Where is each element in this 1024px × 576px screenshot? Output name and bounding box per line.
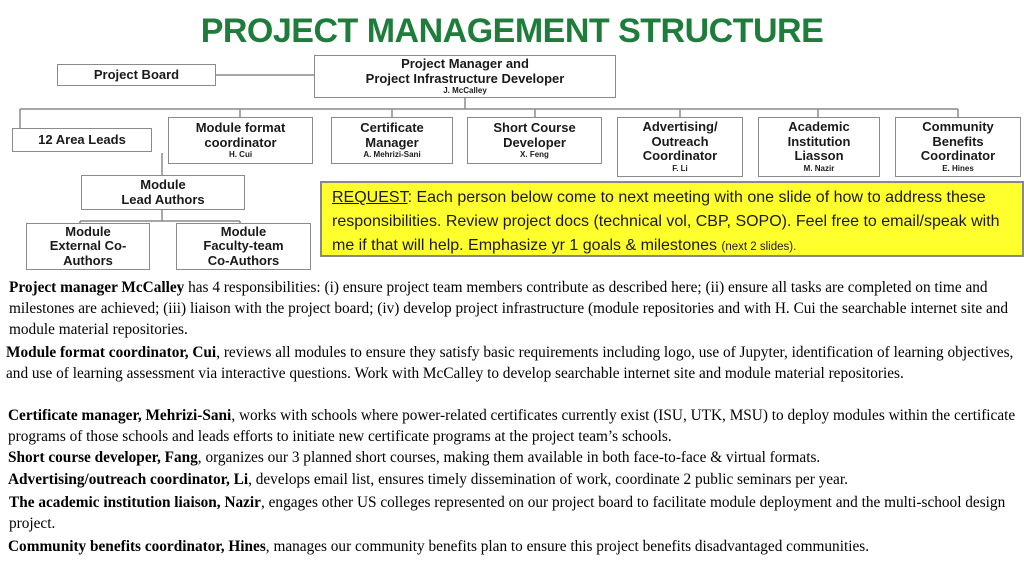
paragraph-short-course: Short course developer, Fang, organizes our 3 planned short courses, making them available in both face-to-face & virtual formats. bbox=[8, 449, 821, 466]
area-leads-box: 12 Area Leads bbox=[12, 128, 152, 152]
paragraph-certificate: Certificate manager, Mehrizi-Sani, works with schools where power-related certificates currently exist (ISU, UTK, MSU) to deploy modules within the certificate programs of those schools and leads efforts to initiate new certificate programs at the project team’s schools. bbox=[8, 407, 1016, 445]
paragraph-community: Community benefits coordinator, Hines, manages our community benefits plan to ensure this project benefits disadvantaged communities. bbox=[8, 538, 870, 555]
project-board-box: Project Board bbox=[57, 64, 216, 86]
request-callout bbox=[320, 181, 1024, 257]
faculty-coauthors-box: Module Faculty-team Co-Authors bbox=[176, 223, 311, 270]
module-format-box: Module format coordinator H. Cui bbox=[168, 117, 313, 164]
external-coauthors-box: Module External Co- Authors bbox=[26, 223, 150, 270]
module-lead-authors-box: Module Lead Authors bbox=[81, 175, 245, 210]
certificate-manager-box: Certificate Manager A. Mehrizi-Sani bbox=[331, 117, 453, 164]
short-course-box: Short Course Developer X. Feng bbox=[467, 117, 602, 164]
academic-liaison-box: Academic Institution Liasson M. Nazir bbox=[758, 117, 880, 177]
request-note: (next 2 slides). bbox=[721, 241, 797, 253]
paragraph-academic: The academic institution liaison, Nazir, engages other US colleges represented on our project board to facilitate module deployment and the multi-school design project. bbox=[9, 494, 1006, 532]
paragraph-advertising: Advertising/outreach coordinator, Li, develops email list, ensures timely dissemination of work, coordinate 2 public seminars per year. bbox=[8, 471, 848, 488]
project-manager-box: Project Manager and Project Infrastructure Developer J. McCalley bbox=[314, 55, 616, 98]
paragraph-module-format: Module format coordinator, Cui, reviews all modules to ensure they satisfy basic requirements including logo, use of Jupyter, identification of learning objectives, and use of learning assessment via interactive questions. Work with McCalley to develop searchable internet site and module material repositories. bbox=[6, 344, 1014, 382]
request-label: REQUEST bbox=[332, 189, 408, 206]
page-title: PROJECT MANAGEMENT STRUCTURE bbox=[200, 12, 824, 50]
request-body: : Each person below come to next meeting with one slide of how to address these responsibilities. Review project docs (technical vol, CBP, SOPO). Feel free to email/speak with me if that will help. Emphasize yr 1 goals & milestones bbox=[332, 189, 1000, 254]
advertising-box: Advertising/ Outreach Coordinator F. Li bbox=[617, 117, 743, 177]
community-benefits-box: Community Benefits Coordinator E. Hines bbox=[895, 117, 1021, 177]
paragraph-project-manager: Project manager McCalley has 4 responsibilities: (i) ensure project team members contribute as described here; (ii) ensure all tasks are completed on time and milestones are achieved; (iii) liaison with the project board; (iv) develop project infrastructure (module repositories and with H. Cui the searchable internet site and module material repositories. bbox=[9, 279, 1009, 338]
